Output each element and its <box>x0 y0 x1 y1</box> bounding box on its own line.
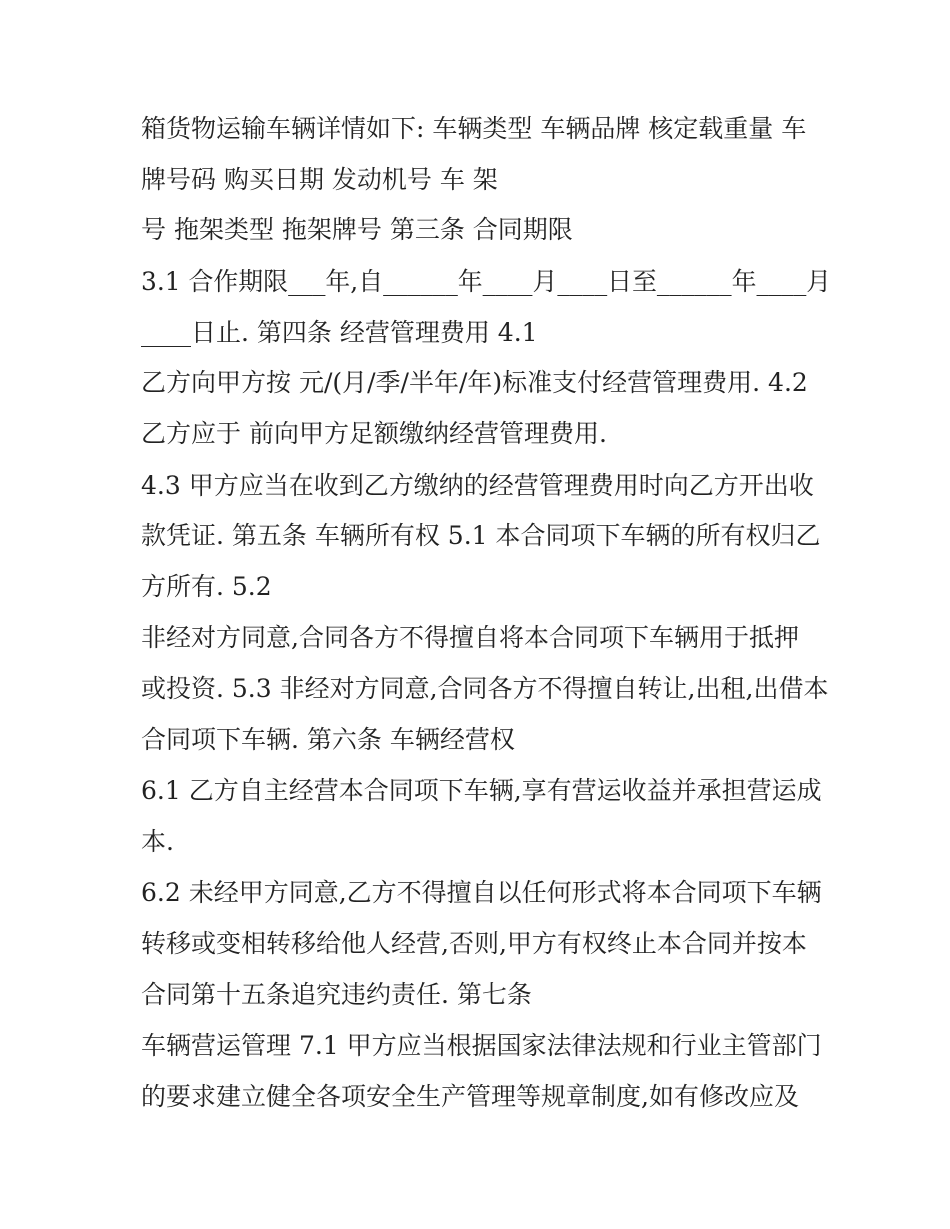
text-line: 合同第十五条追究违约责任. 第七条 <box>141 980 532 1009</box>
text-line: 车辆营运管理 7.1 甲方应当根据国家法律法规和行业主管部门 <box>141 1031 822 1060</box>
text-line: 牌号码 购买日期 发动机号 车 架 <box>141 165 498 194</box>
text-line: 方所有. 5.2 <box>141 572 272 601</box>
text-line: 合同项下车辆. 第六条 车辆经营权 <box>141 725 515 754</box>
text-line: 3.1 合作期限___年,自______年____月____日至______年____月 <box>141 267 832 296</box>
text-line: 6.1 乙方自主经营本合同项下车辆,享有营运收益并承担营运成 <box>141 776 822 805</box>
text-line: 箱货物运输车辆详情如下: 车辆类型 车辆品牌 核定载重量 车 <box>141 114 807 143</box>
text-line: 4.3 甲方应当在收到乙方缴纳的经营管理费用时向乙方开出收 <box>141 471 814 500</box>
text-line: 款凭证. 第五条 车辆所有权 5.1 本合同项下车辆的所有权归乙 <box>141 521 821 550</box>
text-line: 的要求建立健全各项安全生产管理等规章制度,如有修改应及 <box>141 1082 799 1111</box>
text-line: 6.2 未经甲方同意,乙方不得擅自以任何形式将本合同项下车辆 <box>141 878 822 907</box>
text-line: 号 拖架类型 拖架牌号 第三条 合同期限 <box>141 215 573 244</box>
text-line: 本. <box>141 827 174 856</box>
text-line: 转移或变相转移给他人经营,否则,甲方有权终止本合同并按本 <box>141 929 807 958</box>
text-line: 或投资. 5.3 非经对方同意,合同各方不得擅自转让,出租,出借本 <box>141 674 829 703</box>
text-line: 非经对方同意,合同各方不得擅自将本合同项下车辆用于抵押 <box>141 623 799 652</box>
text-line: 乙方向甲方按 元/(月/季/半年/年)标准支付经营管理费用. 4.2 <box>141 368 808 397</box>
text-line: ____日止. 第四条 经营管理费用 4.1 <box>141 318 538 347</box>
text-line: 乙方应于 前向甲方足额缴纳经营管理费用. <box>141 419 607 448</box>
